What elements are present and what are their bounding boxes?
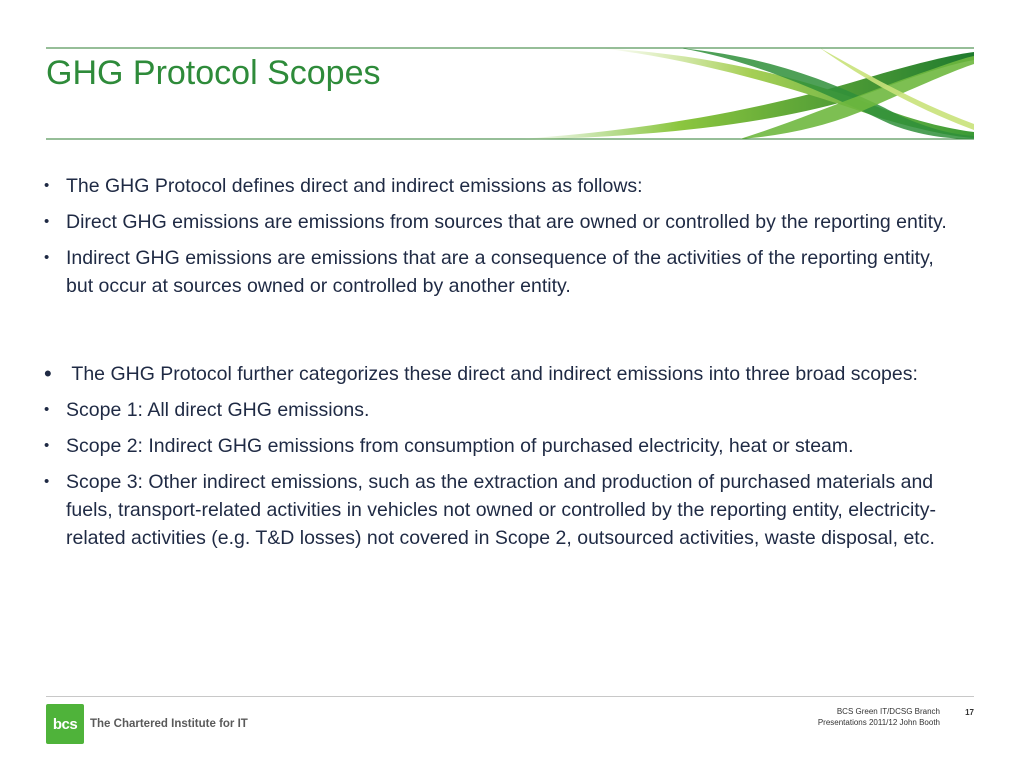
bullet-text: The GHG Protocol defines direct and indirect emissions as follows: <box>66 175 643 197</box>
bullet-text: Direct GHG emissions are emissions from sources that are owned or controlled by the reporting entity. <box>66 211 947 233</box>
bullet-icon: • <box>44 177 50 194</box>
bcs-logo-mark: bcs <box>46 704 84 744</box>
footer-note-line1: BCS Green IT/DCSG Branch <box>836 707 940 716</box>
bullet-item <box>44 172 964 200</box>
bullet-list <box>44 172 964 560</box>
bullet-icon: • <box>44 361 52 386</box>
bullet-item <box>44 244 964 300</box>
bullet-text: The GHG Protocol further categorizes these direct and indirect emissions into three broad scopes: <box>66 363 918 385</box>
bullet-text: Indirect GHG emissions are emissions that are a consequence of the activities of the reporting entity, but occur at sources owned or controlled by another entity. <box>66 247 934 297</box>
bullet-item <box>44 208 964 236</box>
bullet-icon: • <box>44 437 50 454</box>
bcs-logo-text: The Chartered Institute for IT <box>90 718 248 730</box>
bullet-item <box>44 396 964 424</box>
footer-note-line2: Presentations 2011/12 John Booth <box>817 718 940 727</box>
slide-title: GHG Protocol Scopes <box>46 54 381 92</box>
page-number: 17 <box>965 708 974 717</box>
footer-divider <box>46 696 974 697</box>
bullet-icon: • <box>44 473 50 490</box>
bullet-icon: • <box>44 213 50 230</box>
bullet-item <box>44 468 964 552</box>
bullet-icon: • <box>44 401 50 418</box>
bullet-item <box>44 360 964 388</box>
bullet-spacer <box>44 308 964 360</box>
bcs-logo <box>46 704 248 744</box>
bullet-text: Scope 2: Indirect GHG emissions from consumption of purchased electricity, heat or steam. <box>66 435 854 457</box>
bullet-item <box>44 432 964 460</box>
bullet-text: Scope 3: Other indirect emissions, such as the extraction and production of purchased materials and fuels, transport-related activities in vehicles not owned or controlled by the reporting entity, electricity-related activities (e.g. T&D losses) not covered in Scope 2, outsourced activities, waste disposal, etc. <box>66 471 936 549</box>
footer-note <box>818 706 940 728</box>
bullet-icon: • <box>44 249 50 266</box>
bullet-text: Scope 1: All direct GHG emissions. <box>66 399 370 421</box>
